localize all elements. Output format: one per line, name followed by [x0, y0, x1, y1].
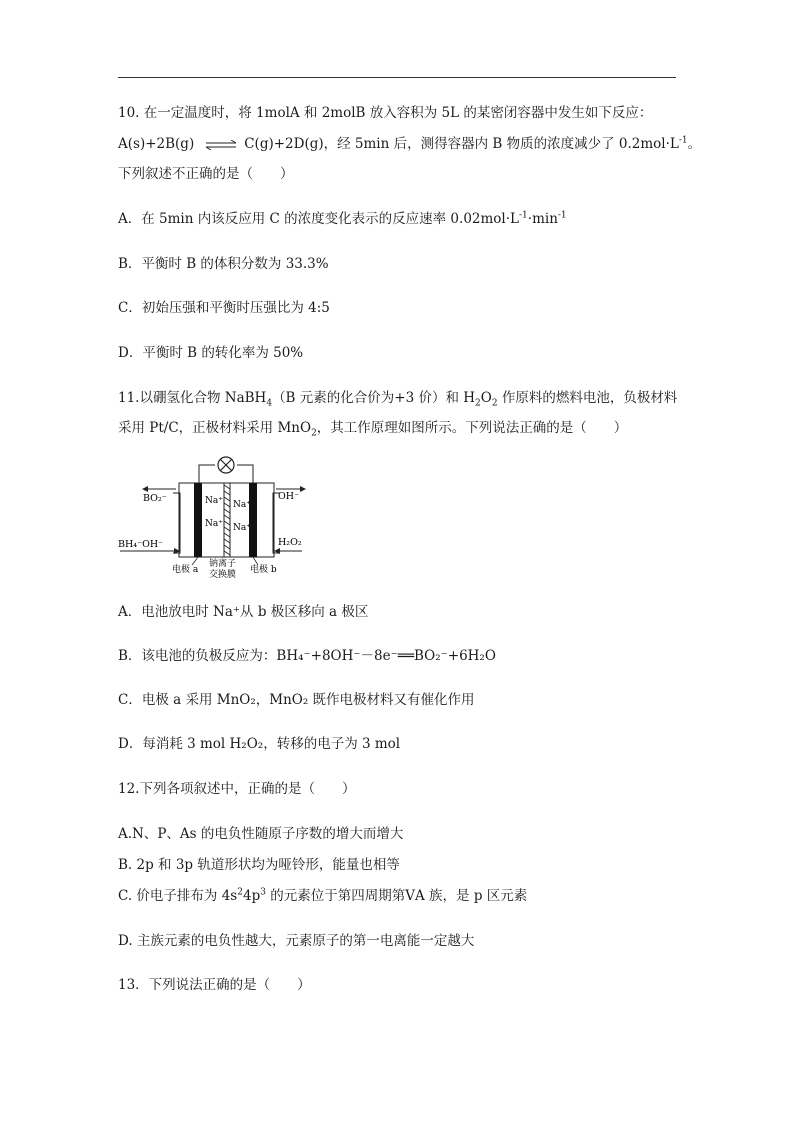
oh-label: OH⁻	[278, 491, 300, 502]
q12-option-c-a: C. 价电子排布为 4s	[118, 888, 238, 904]
q11-option-a: A．电池放电时 Na⁺从 b 极区移向 a 极区	[118, 604, 369, 620]
header-rule	[118, 77, 676, 78]
q10-stem-line3: 下列叙述不正确的是（ ）	[118, 166, 294, 182]
q12-option-a: A.N、P、As 的电负性随原子序数的增大而增大	[118, 826, 404, 842]
q11-option-d: D．每消耗 3 mol H₂O₂，转移的电子为 3 mol	[118, 736, 401, 752]
q12-option-c-sup1: 2	[237, 887, 243, 898]
membrane-label-2: 交换膜	[209, 570, 237, 580]
q11-line1-sub1: 4	[266, 398, 273, 409]
bh4-oh-label: BH₄⁻OH⁻	[118, 539, 164, 550]
q11-option-b: B．该电池的负极反应为：BH₄⁻+8OH⁻－8e⁻══BO₂⁻+6H₂O	[118, 648, 496, 664]
q11-stem-line2	[118, 419, 627, 437]
q12-option-c-sup2: 3	[260, 887, 266, 898]
q11-line1-d: 作原料的燃料电池，负极材料	[497, 390, 678, 406]
equilibrium-arrow-icon	[204, 140, 238, 150]
q10-option-a-sup1: -1	[519, 210, 528, 221]
electrode-a-label: 电极 a	[172, 565, 199, 575]
q10-option-d: D．平衡时 B 的转化率为 50%	[118, 345, 304, 361]
q10-option-c: C．初始压强和平衡时压强比为 4:5	[118, 300, 330, 316]
q10-equation-line	[118, 135, 701, 153]
q10-option-a-sup2: -1	[557, 210, 567, 221]
q13-stem: 13．下列说法正确的是（ ）	[118, 977, 311, 993]
q10-stem-line1: 10. 在一定温度时，将 1molA 和 2molB 放入容积为 5L 的某密闭容器中发生如下反应：	[118, 105, 653, 121]
cell-box	[179, 483, 274, 557]
q10-eq-right: C(g)+2D(g)，经 5min 后，测得容器内 B 物质的浓度减少了 0.2mol·L	[244, 136, 679, 152]
bo2-label: BO₂⁻	[143, 493, 167, 504]
q11-line1-sub3: 2	[491, 398, 498, 409]
q10-eq-sup: -1	[678, 135, 688, 146]
na-ion-label-3: Na⁺	[205, 519, 223, 529]
q11-line2-b: ，其工作原理如图所示。下列说法正确的是（ ）	[316, 420, 628, 436]
h2o2-label: H₂O₂	[278, 537, 302, 548]
q11-line2-sub: 2	[311, 428, 317, 439]
arrow-left-icon	[142, 486, 148, 492]
q11-stem-line1	[118, 389, 677, 407]
membrane-label-1: 钠离子	[209, 559, 237, 569]
sodium-ion-membrane	[224, 483, 230, 557]
fuel-cell-diagram	[118, 455, 318, 583]
na-ion-label-1: Na⁺	[205, 496, 223, 506]
q12-option-b: B. 2p 和 3p 轨道形状均为哑铃形，能量也相等	[118, 857, 400, 873]
q10-option-a-mid: ·min	[527, 211, 558, 227]
q12-option-c	[118, 887, 527, 905]
q11-option-c: C．电极 a 采用 MnO₂，MnO₂ 既作电极材料又有催化作用	[118, 692, 475, 708]
na-ion-label-4: Na⁺	[233, 523, 251, 533]
q12-option-c-c: 的元素位于第四周期第ⅤA 族，是 p 区元素	[265, 888, 528, 904]
q11-line1-a: 11.以硼氢化合物 NaBH	[118, 390, 267, 406]
lamp-icon	[218, 457, 234, 473]
external-wire	[199, 465, 215, 483]
q11-line2-a: 采用 Pt/C，正极材料采用 MnO	[118, 420, 312, 436]
q11-line1-b: （B 元素的化合价为+3 价）和 H	[272, 390, 476, 406]
q10-option-b: B．平衡时 B 的体积分数为 33.3%	[118, 256, 329, 272]
q11-line1-c: O	[480, 390, 492, 406]
q10-eq-left: A(s)+2B(g)	[118, 136, 195, 152]
q12-option-c-b: 4p	[242, 888, 261, 904]
q10-option-a-text: A．在 5min 内该反应用 C 的浓度变化表示的反应速率 0.02mol·L	[118, 211, 519, 227]
electrode-b-label: 电极 b	[250, 565, 277, 575]
q11-line1-sub2: 2	[475, 398, 481, 409]
q10-option-a	[118, 210, 567, 228]
arrow-right-out-icon	[300, 486, 306, 492]
q10-eq-end: 。	[687, 136, 702, 152]
electrode-a	[194, 483, 202, 557]
q12-option-d: D. 主族元素的电负性越大，元素原子的第一电离能一定越大	[118, 933, 475, 949]
q12-stem: 12.下列各项叙述中，正确的是（ ）	[118, 781, 356, 797]
electrode-b	[249, 483, 257, 557]
na-ion-label-2: Na⁺	[233, 500, 251, 510]
external-wire-right	[237, 465, 253, 483]
